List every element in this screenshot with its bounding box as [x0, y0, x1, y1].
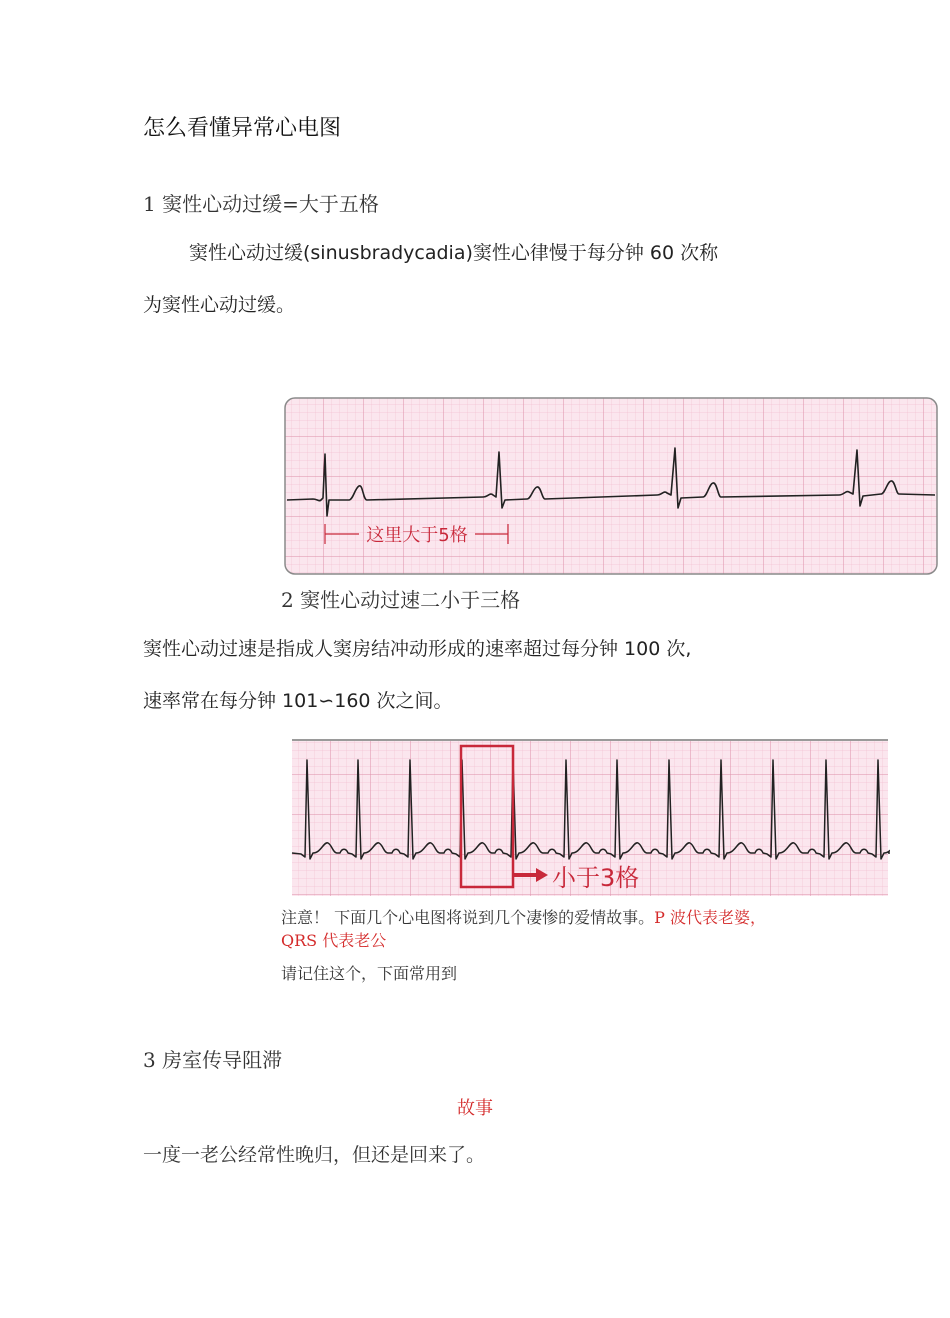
section1-heading: 1 窦性心动过缓=大于五格 — [143, 192, 379, 216]
ecg1-label: 这里大于5格 — [366, 525, 468, 546]
ecg-grid — [285, 398, 937, 574]
ecg-bradycardia-figure — [283, 396, 939, 576]
note-line3: 请记住这个，下面常用到 — [281, 964, 458, 983]
note-line1-text: 注意！ 下面几个心电图将说到几个凄惨的爱情故事。 — [281, 908, 655, 927]
note-line2: QRS 代表老公 — [281, 931, 387, 950]
section1-para-line1: 窦性心动过缓(sinusbradycadia)窦性心律慢于每分钟 60 次称 — [189, 242, 719, 264]
story-line: 一度一老公经常性晚归，但还是回来了。 — [143, 1144, 486, 1166]
ecg-tachycardia-figure — [290, 734, 890, 896]
section1-para-line2: 为窦性心动过缓。 — [143, 294, 296, 316]
ecg2-label: 小于3格 — [552, 864, 640, 892]
note-line1-highlight: P 波代表老婆， — [654, 908, 766, 927]
page-title: 怎么看懂异常心电图 — [143, 116, 342, 141]
note-line1 — [281, 905, 766, 928]
section2-heading: 2 窦性心动过速二小于三格 — [281, 588, 521, 612]
section3-heading: 3 房室传导阻滞 — [143, 1048, 283, 1072]
story-title: 故事 — [457, 1098, 493, 1119]
section2-para-line1: 窦性心动过速是指成人窦房结冲动形成的速率超过每分钟 100 次, — [143, 638, 692, 660]
section2-para-line2: 速率常在每分钟 101∽160 次之间。 — [143, 690, 453, 712]
